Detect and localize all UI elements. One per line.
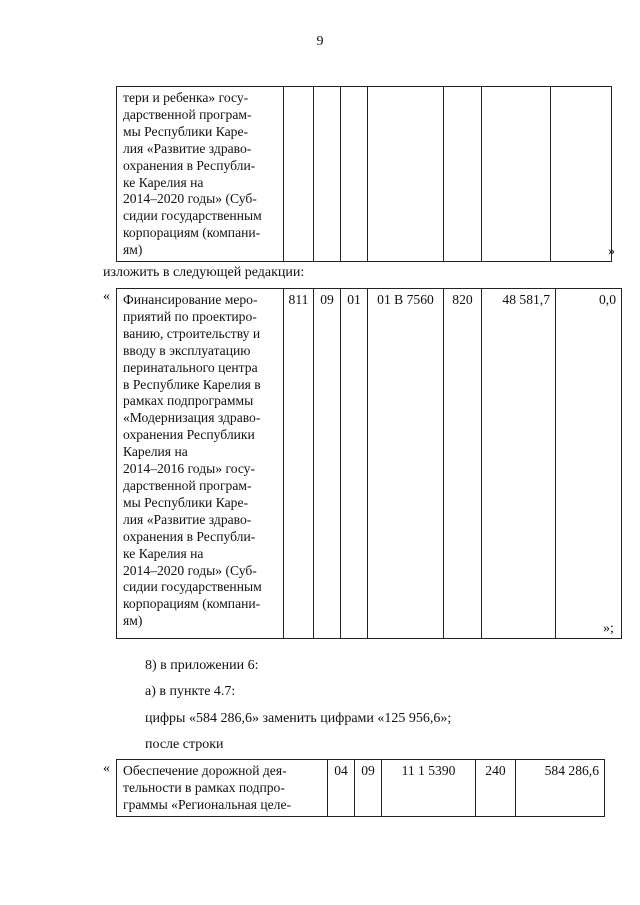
cell-amount: 584 286,6 [516, 760, 605, 817]
cell-amount: 48 581,7 [482, 289, 556, 639]
cell-section: 04 [328, 760, 355, 817]
empty-cell [314, 87, 341, 262]
cell-target-article: 01 В 7560 [368, 289, 444, 639]
table-replacement [116, 288, 622, 639]
description-line: сидии государственным [123, 208, 262, 224]
description-cell [117, 760, 328, 817]
description-line: охранения в Республи- [123, 528, 256, 544]
description-line: мы Республики Каре- [123, 494, 249, 510]
description-line: сидии государственным [123, 579, 262, 595]
description-line: ванию, строительству и [123, 325, 261, 341]
description-line: охранения в Республи- [123, 157, 256, 173]
intro-text: изложить в следующей редакции: [103, 265, 305, 280]
description-line: ке Карелия на [123, 545, 204, 561]
paragraph-after-row: после строки [145, 737, 224, 752]
description-line: тери и ребенка» госу- [123, 90, 249, 105]
description-line: Карелия на [123, 444, 188, 460]
description-text [117, 87, 283, 261]
description-line: 2014–2020 годы» (Суб- [123, 191, 257, 207]
open-quote: « [103, 761, 110, 776]
description-line: ям) [123, 242, 143, 258]
description-cell [117, 87, 284, 262]
paragraph-item-a: а) в пункте 4.7: [145, 684, 236, 699]
empty-cell [551, 87, 612, 262]
description-line: дарственной програм- [123, 106, 252, 122]
close-quote: » [608, 244, 615, 259]
description-line: дарственной програм- [123, 477, 252, 493]
cell-expense-type: 820 [444, 289, 482, 639]
description-line: 2014–2020 годы» (Суб- [123, 562, 257, 578]
close-quote: »; [603, 621, 614, 636]
open-quote: « [103, 289, 110, 304]
description-line: граммы «Региональная целе- [123, 796, 292, 812]
empty-cell [444, 87, 482, 262]
description-text [117, 289, 283, 632]
description-line: охранения Республики [123, 427, 255, 443]
paragraph-replace: цифры «584 286,6» заменить цифрами «125 956,6»; [145, 711, 452, 726]
description-line: вводу в эксплуатацию [123, 342, 251, 358]
description-line: Финансирование меро- [123, 292, 258, 307]
table-road-activity [116, 759, 605, 817]
cell-section: 09 [314, 289, 341, 639]
description-line: «Модернизация здраво- [123, 410, 261, 426]
empty-cell [284, 87, 314, 262]
description-line: корпорациям (компани- [123, 596, 261, 612]
empty-cell [368, 87, 444, 262]
description-line: Обеспечение дорожной дея- [123, 763, 287, 778]
description-text [117, 760, 327, 816]
cell-subsection: 01 [341, 289, 368, 639]
cell-amount-2: 0,0 [556, 289, 622, 639]
description-line: мы Республики Каре- [123, 123, 249, 139]
cell-expense-type: 240 [476, 760, 516, 817]
description-cell [117, 289, 284, 639]
table-continuation [116, 86, 612, 262]
empty-cell [482, 87, 551, 262]
description-line: лия «Развитие здраво- [123, 140, 252, 156]
description-line: лия «Развитие здраво- [123, 511, 252, 527]
description-line: рамках подпрограммы [123, 393, 254, 409]
description-line: в Республике Карелия в [123, 376, 261, 392]
description-line: 2014–2016 годы» госу- [123, 461, 256, 477]
description-line: корпорациям (компани- [123, 225, 261, 241]
description-line: ям) [123, 613, 143, 629]
empty-cell [341, 87, 368, 262]
description-line: ке Карелия на [123, 174, 204, 190]
description-line: перинатального центра [123, 359, 258, 375]
cell-ministry: 811 [284, 289, 314, 639]
cell-subsection: 09 [355, 760, 382, 817]
page-number: 9 [316, 34, 324, 49]
description-line: приятий по проектиро- [123, 308, 257, 324]
cell-target-article: 11 1 5390 [382, 760, 476, 817]
paragraph-item-8: 8) в приложении 6: [145, 658, 259, 673]
description-line: тельности в рамках подпро- [123, 779, 285, 795]
